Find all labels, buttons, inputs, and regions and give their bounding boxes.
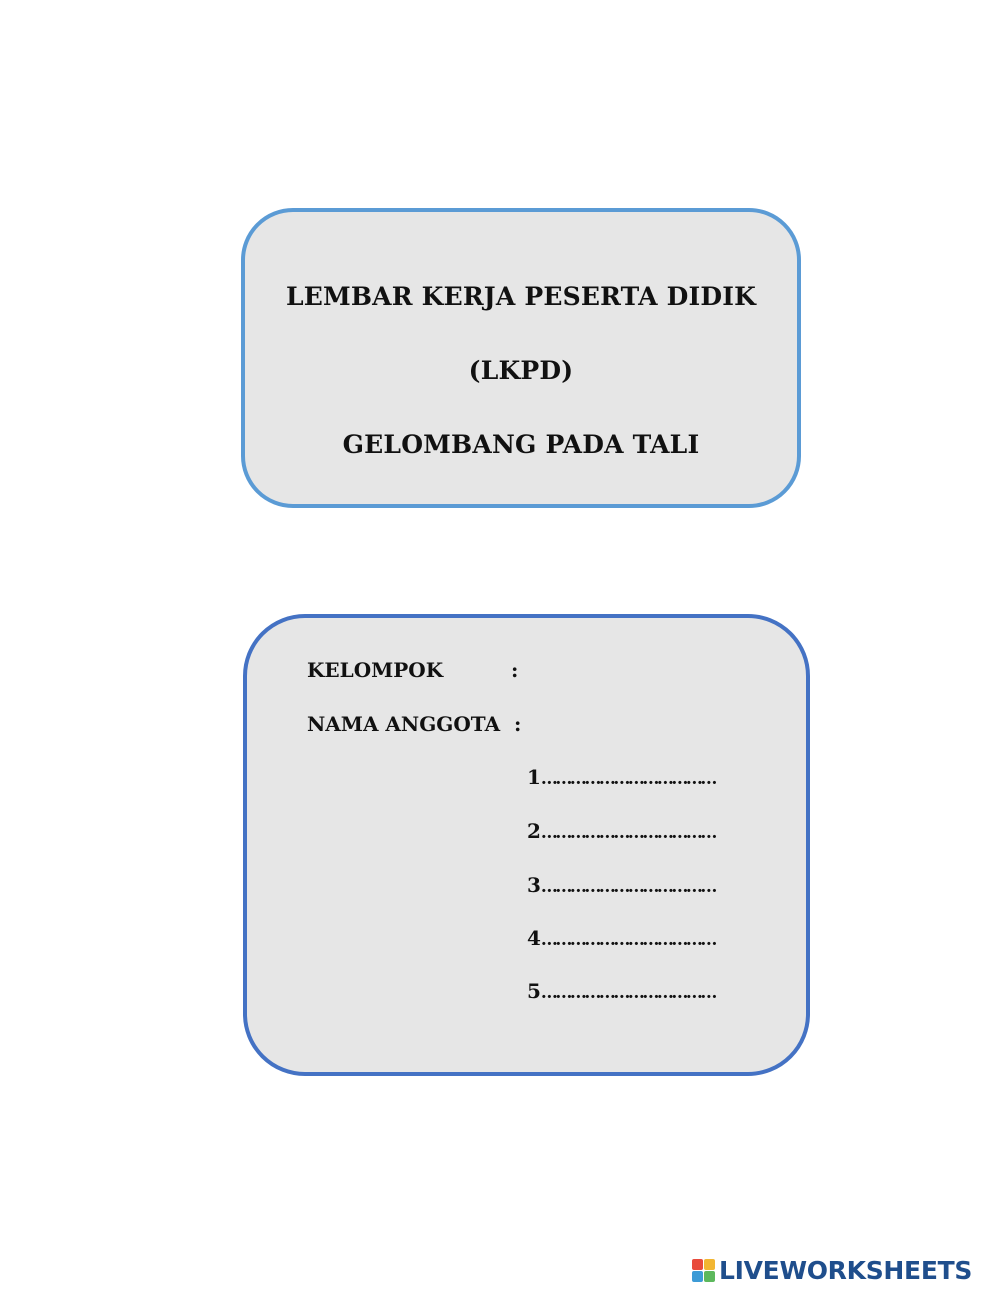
member-entry-4[interactable] (527, 926, 715, 950)
worksheet-title: LEMBAR KERJA PESERTA DIDIK (285, 282, 757, 311)
member-entry-1[interactable] (527, 765, 715, 789)
member-number: 1 (527, 765, 541, 789)
member-blank-line[interactable]: ……………………………… (540, 769, 715, 789)
member-blank-line[interactable]: ……………………………… (540, 930, 715, 950)
logo-text: LIVEWORKSHEETS (719, 1255, 973, 1285)
member-blank-line[interactable]: ……………………………… (540, 823, 715, 843)
member-number: 3 (527, 873, 541, 897)
member-entry-5[interactable] (527, 979, 715, 1003)
liveworksheets-logo-icon (692, 1259, 715, 1282)
member-entry-3[interactable] (527, 873, 715, 897)
group-colon: : (511, 658, 519, 682)
title-box (241, 208, 801, 508)
member-number: 4 (527, 926, 541, 950)
member-blank-line[interactable]: ……………………………… (540, 983, 715, 1003)
member-entry-2[interactable] (527, 819, 715, 843)
liveworksheets-logo[interactable] (692, 1256, 972, 1284)
worksheet-topic: GELOMBANG PADA TALI (342, 430, 700, 459)
member-number: 5 (527, 979, 541, 1003)
group-info-box (243, 614, 810, 1076)
group-label: KELOMPOK (307, 658, 444, 682)
member-blank-line[interactable]: ……………………………… (540, 877, 715, 897)
members-colon: : (514, 712, 522, 736)
members-label: NAMA ANGGOTA (307, 712, 501, 736)
member-number: 2 (527, 819, 541, 843)
worksheet-abbreviation: (LKPD) (468, 356, 574, 385)
